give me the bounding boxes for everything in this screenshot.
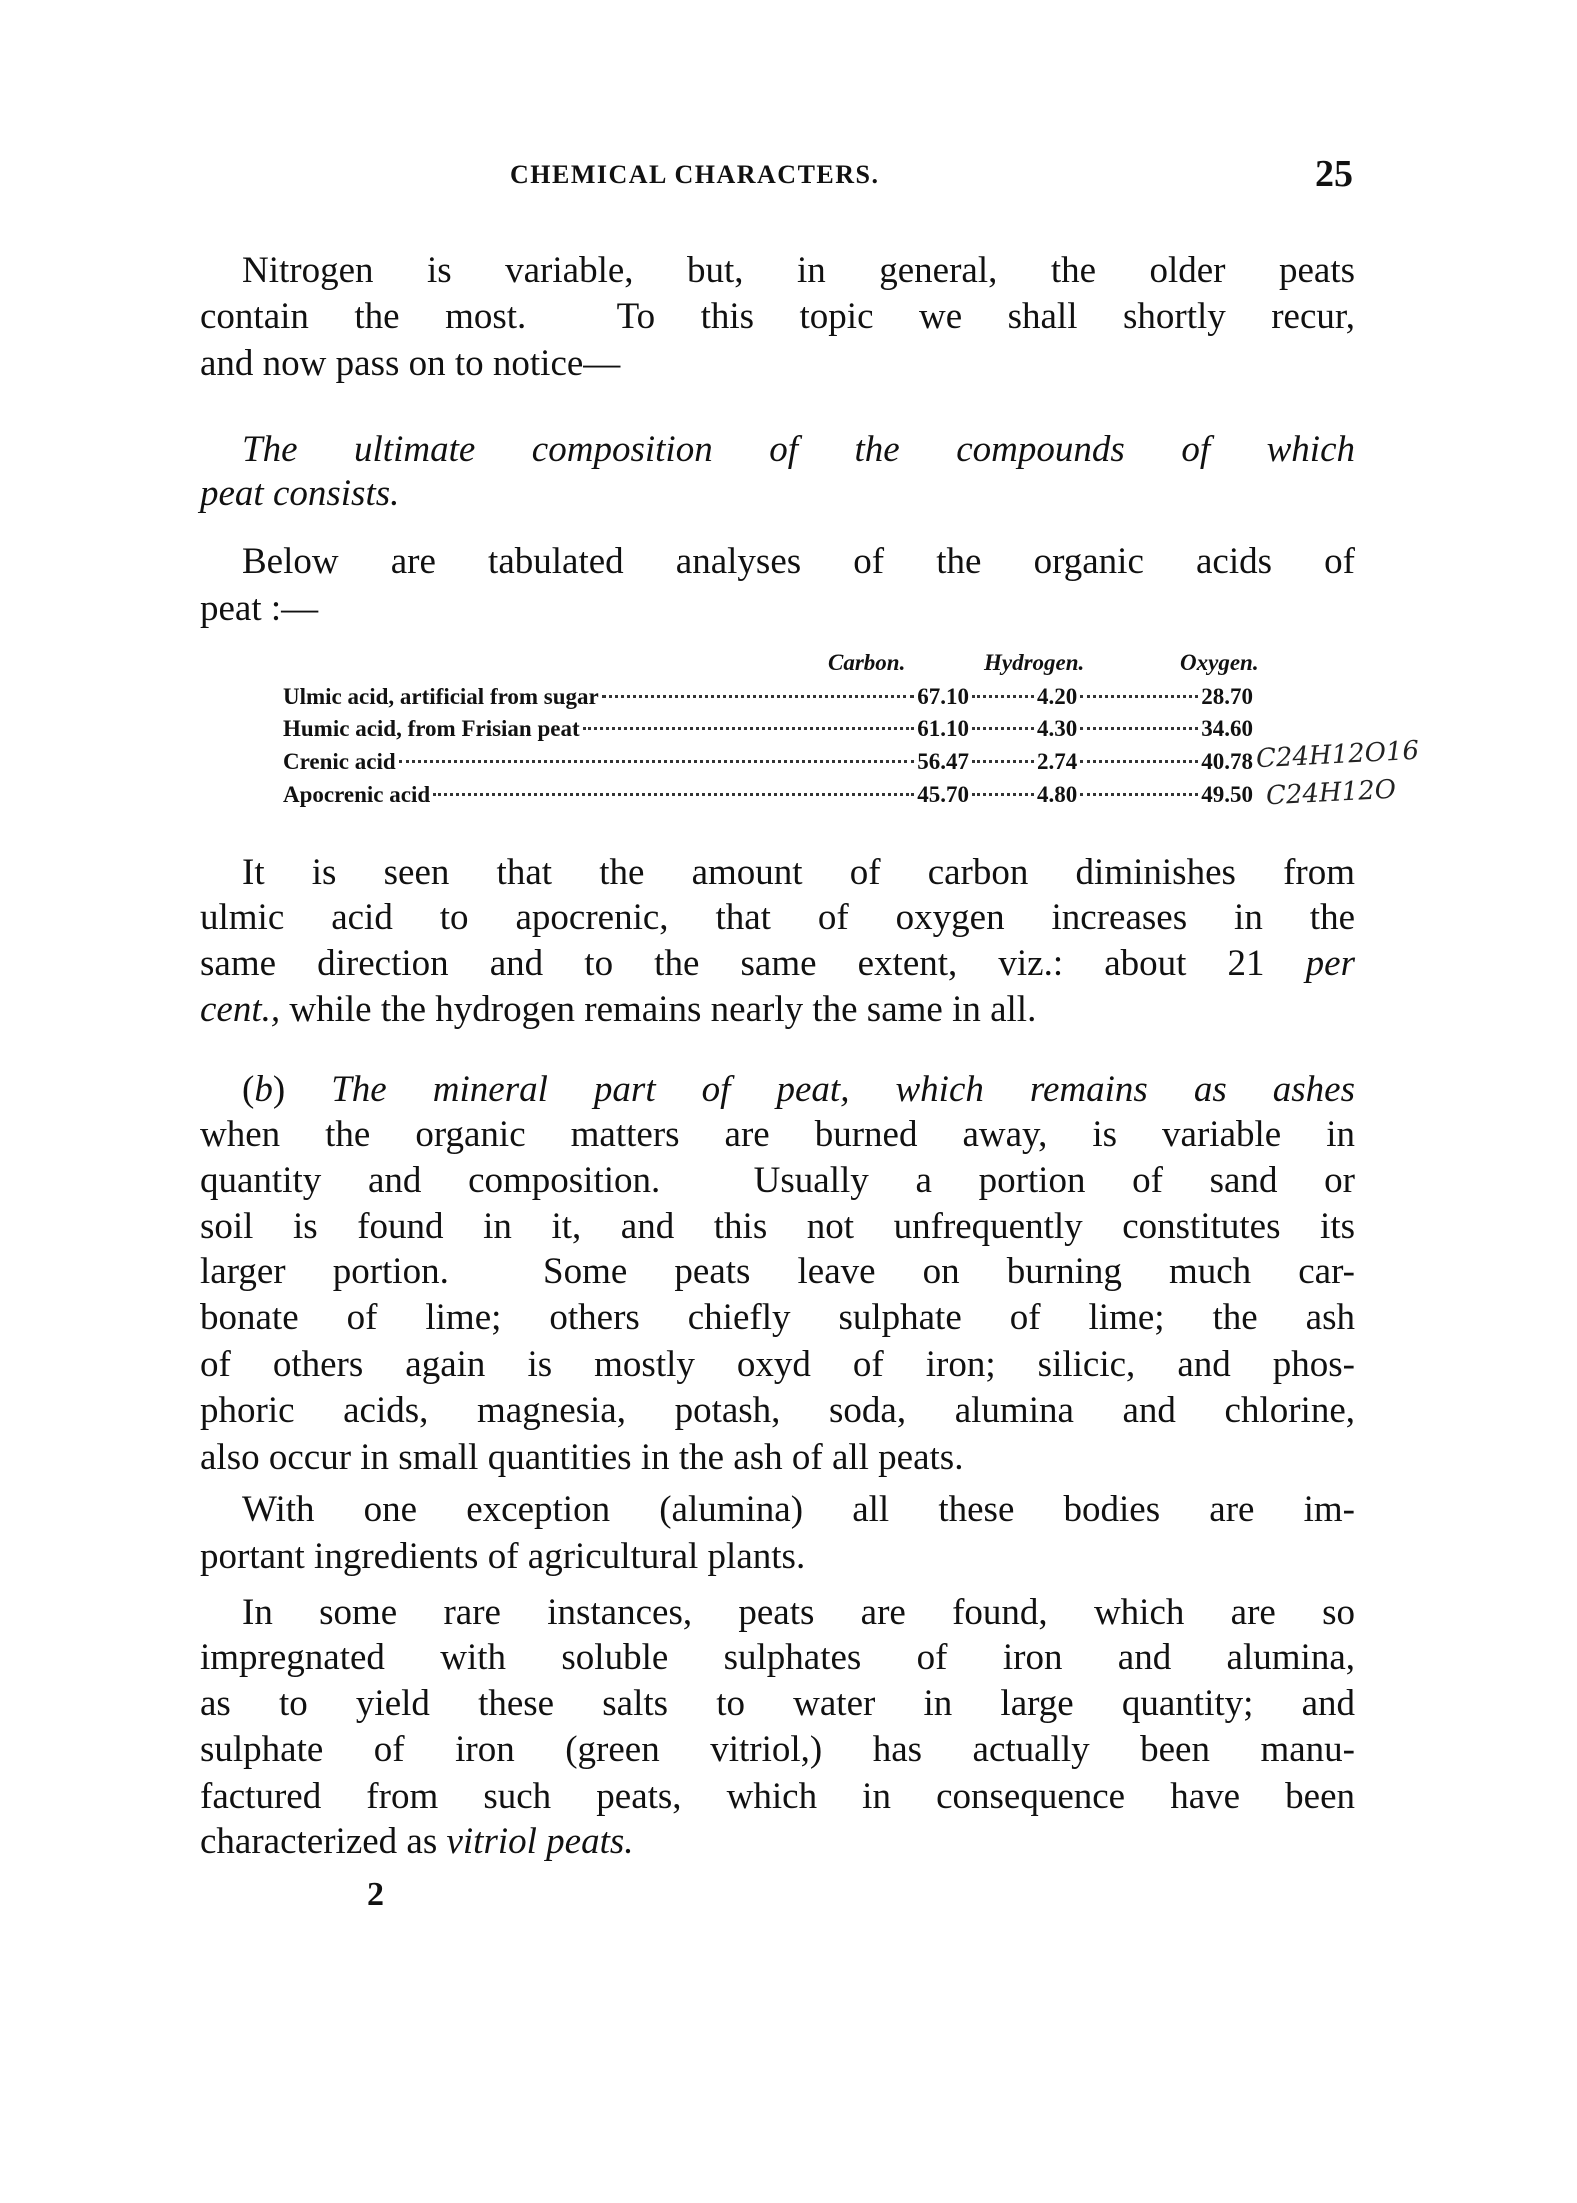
hydrogen-value: 2.74 (1037, 749, 1078, 774)
text-line (200, 895, 1355, 941)
table-row (283, 681, 1253, 713)
dot-leader (1080, 695, 1198, 698)
dot-leader (433, 793, 914, 796)
row-label: Crenic acid (283, 749, 396, 774)
row-label: Apocrenic acid (283, 782, 431, 807)
text-run: impregnated with soluble sulphates of iron and alumina, (200, 1637, 1355, 1678)
text-run: of others again is mostly oxyd of iron; silicic, and phos- (200, 1344, 1355, 1385)
italic-text: The ultimate composition of the compounds of which (242, 429, 1355, 470)
text-run: also occur in small quantities in the ash of all peats. (200, 1437, 964, 1478)
oxygen-value: 34.60 (1201, 716, 1253, 741)
text-line (200, 341, 1355, 387)
dot-leader (1080, 793, 1198, 796)
dot-leader (602, 695, 914, 698)
italic-text: The mineral part of peat, which remains as ashes (331, 1069, 1356, 1110)
text-run: peat :— (200, 588, 319, 629)
text-run: as to yield these salts to water in large quantity; and (200, 1683, 1355, 1724)
text-line (200, 1112, 1355, 1158)
text-run: In some rare instances, peats are found, which are so (242, 1592, 1355, 1633)
text-run: contain the most. To this topic we shall shortly recur, (200, 296, 1355, 337)
dot-leader (972, 760, 1034, 763)
page-number: 25 (1315, 153, 1353, 195)
text-line (242, 1067, 1355, 1113)
dot-leader (972, 793, 1034, 796)
text-line (200, 1681, 1355, 1727)
text-line (200, 1774, 1355, 1820)
text-line (200, 1435, 1355, 1481)
dot-leader (972, 727, 1034, 730)
oxygen-value: 49.50 (1201, 782, 1253, 807)
text-line (200, 941, 1355, 987)
text-line (242, 539, 1355, 585)
text-run: while the hydrogen remains nearly the same in all. (280, 989, 1037, 1030)
text-run: phoric acids, magnesia, potash, soda, alumina and chlorine, (200, 1390, 1355, 1431)
running-title: CHEMICAL CHARACTERS. (510, 160, 880, 189)
text-line (242, 248, 1355, 294)
text-line (200, 1249, 1355, 1295)
italic-text: per (1305, 943, 1355, 984)
italic-text: cent., (200, 989, 281, 1030)
dot-leader (1080, 760, 1198, 763)
text-run: ) (272, 1069, 332, 1110)
carbon-value: 67.10 (917, 684, 969, 709)
carbon-value: 61.10 (917, 716, 969, 741)
text-run: With one exception (alumina) all these bodies are im- (242, 1489, 1355, 1530)
oxygen-value: 40.78 (1201, 749, 1253, 774)
text-line (200, 471, 1355, 517)
signature-mark: 2 (367, 1876, 384, 1913)
text-line (200, 1388, 1355, 1434)
table-row (283, 746, 1253, 778)
text-run: Nitrogen is variable, but, in general, the older peats (242, 250, 1355, 291)
oxygen-value: 28.70 (1201, 684, 1253, 709)
text-run: when the organic matters are burned away, is variable in (200, 1114, 1355, 1155)
hydrogen-value: 4.30 (1037, 716, 1078, 741)
text-run: soil is found in it, and this not unfrequently constitutes its (200, 1206, 1355, 1247)
dot-leader (399, 760, 915, 763)
dot-leader (972, 695, 1034, 698)
italic-text: vitriol peats. (446, 1821, 634, 1862)
column-header-oxygen: Oxygen. (1180, 650, 1259, 675)
hydrogen-value: 4.20 (1037, 684, 1078, 709)
handwritten-note: C24H12O (1265, 774, 1397, 812)
text-run: and now pass on to notice— (200, 343, 621, 384)
text-run: characterized as (200, 1821, 447, 1862)
italic-text: peat consists. (200, 473, 400, 514)
handwritten-note: C24H12O16 (1255, 735, 1420, 775)
dot-leader (583, 727, 915, 730)
text-line (200, 1342, 1355, 1388)
row-label: Ulmic acid, artificial from sugar (283, 684, 599, 709)
italic-text: b (254, 1069, 273, 1110)
text-line (200, 586, 1355, 632)
table-row (283, 713, 1253, 745)
text-line (242, 850, 1355, 896)
text-run: quantity and composition. Usually a portion of sand or (200, 1160, 1355, 1201)
text-run: factured from such peats, which in consequence have been (200, 1776, 1355, 1817)
text-line (242, 427, 1355, 473)
text-line (200, 1295, 1355, 1341)
text-run: sulphate of iron (green vitriol,) has actually been manu- (200, 1729, 1355, 1770)
column-header-hydrogen: Hydrogen. (984, 650, 1085, 675)
text-run: ( (242, 1069, 255, 1110)
dot-leader (1080, 727, 1198, 730)
column-header-carbon: Carbon. (828, 650, 906, 675)
text-line (200, 294, 1355, 340)
text-line (200, 987, 1355, 1033)
text-run: bonate of lime; others chiefly sulphate of lime; the ash (200, 1297, 1355, 1338)
text-line (242, 1590, 1355, 1636)
text-line (200, 1204, 1355, 1250)
carbon-value: 56.47 (917, 749, 969, 774)
text-line (200, 1819, 1355, 1865)
text-line (200, 1635, 1355, 1681)
text-line (200, 1727, 1355, 1773)
text-line (242, 1487, 1355, 1533)
table-row (283, 779, 1253, 811)
text-run: larger portion. Some peats leave on burning much car- (200, 1251, 1355, 1292)
text-run: Below are tabulated analyses of the organic acids of (242, 541, 1355, 582)
text-run: ulmic acid to apocrenic, that of oxygen increases in the (200, 897, 1355, 938)
text-line (200, 1534, 1355, 1580)
text-run: same direction and to the same extent, viz.: about 21 (200, 943, 1306, 984)
text-run: It is seen that the amount of carbon diminishes from (242, 852, 1355, 893)
row-label: Humic acid, from Frisian peat (283, 716, 580, 741)
text-run: portant ingredients of agricultural plants. (200, 1536, 806, 1577)
hydrogen-value: 4.80 (1037, 782, 1078, 807)
carbon-value: 45.70 (917, 782, 969, 807)
text-line (200, 1158, 1355, 1204)
